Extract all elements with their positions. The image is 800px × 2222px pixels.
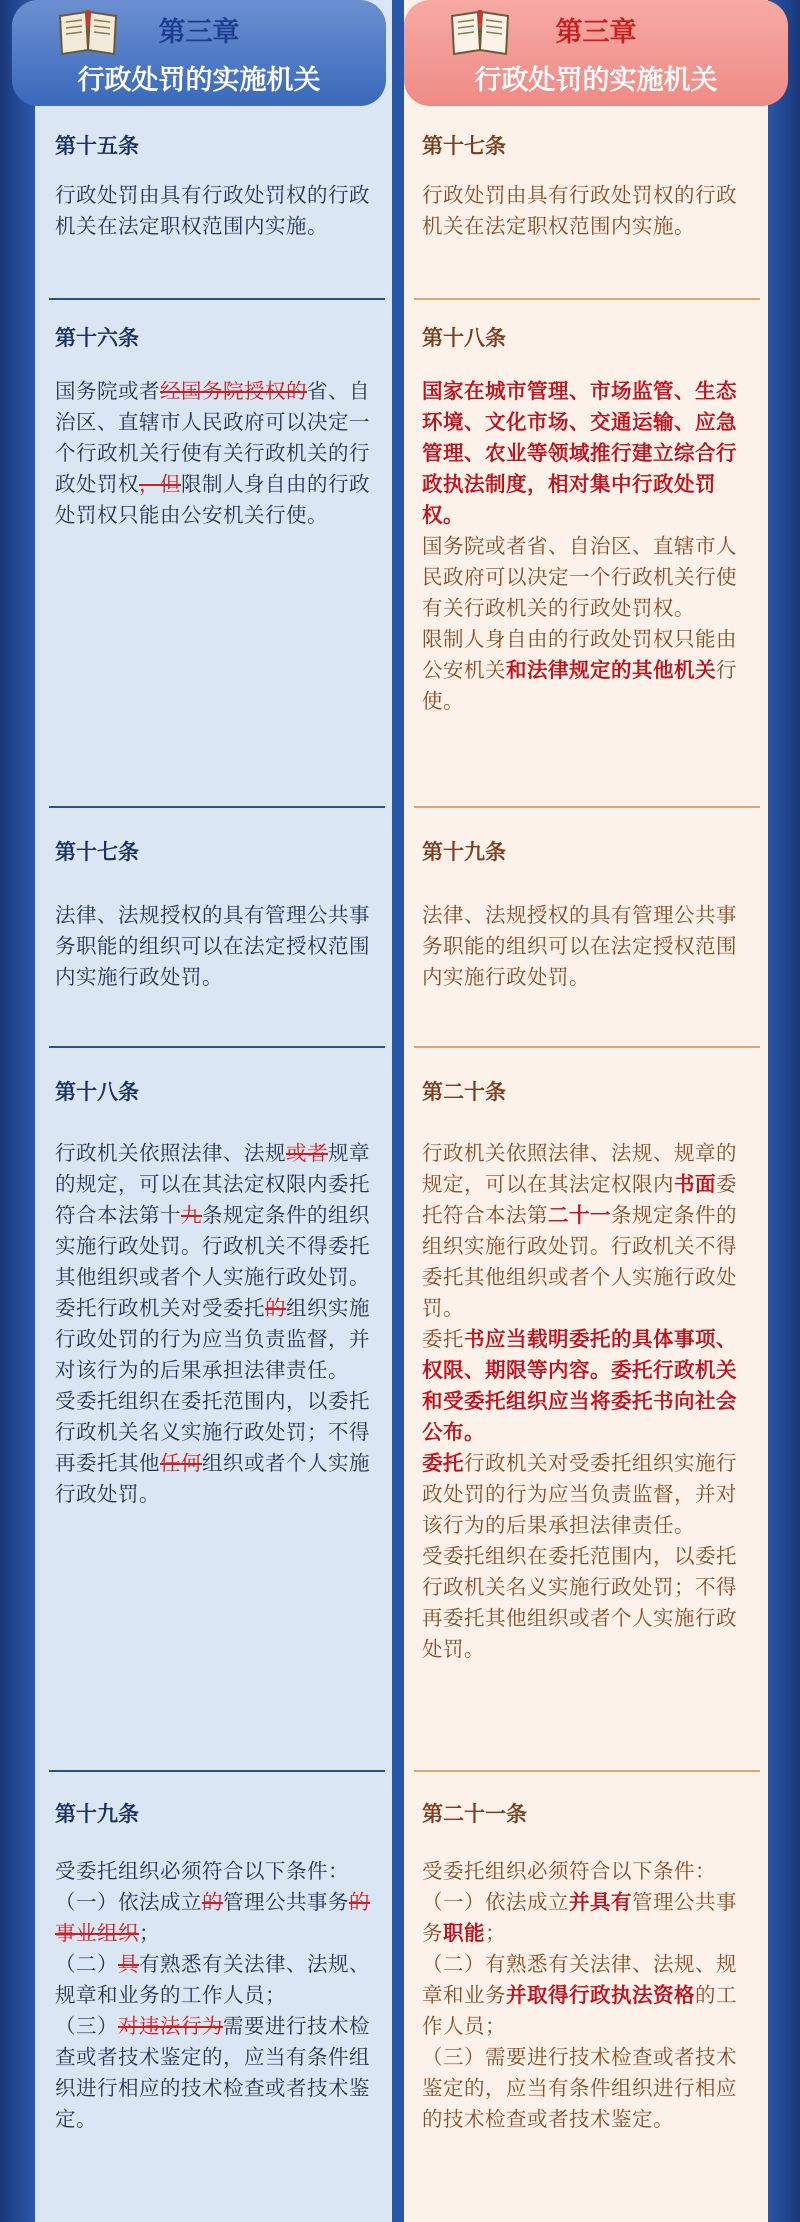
text-run: （一）依法成立 bbox=[55, 1890, 202, 1914]
old-article-15 bbox=[55, 132, 385, 242]
article-number: 第十七条 bbox=[422, 134, 506, 158]
paragraph bbox=[55, 376, 385, 531]
text-run: 需要进行技术检查或者技术鉴定的，应当有条件组织进行相应的技术检查或者技术鉴定。 bbox=[55, 2014, 370, 2131]
chapter-number: 第三章 bbox=[555, 17, 637, 48]
paragraph bbox=[422, 1856, 757, 1887]
text-run: （三）需要进行技术检查或者技术鉴定的，应当有条件组织进行相应的技术检查或者技术鉴定。 bbox=[422, 2045, 737, 2131]
article-number: 第十九条 bbox=[422, 840, 506, 864]
paragraph bbox=[55, 1887, 385, 1949]
text-run: 委托符合本法第 bbox=[422, 1172, 737, 1227]
text-run: 组织或者个人实施行政处罚。 bbox=[55, 1451, 370, 1506]
paragraph bbox=[422, 2042, 757, 2135]
divider bbox=[49, 1046, 385, 1048]
new-article-21 bbox=[422, 1800, 757, 2135]
text-run: 组织实施行政处罚的行为应当负责监督，并对该行为的后果承担法律责任。 bbox=[55, 1296, 370, 1382]
new-article-19 bbox=[422, 838, 757, 993]
divider bbox=[414, 1046, 760, 1048]
paragraph bbox=[422, 1138, 757, 1324]
text-run: 管理公共事务 bbox=[422, 1890, 737, 1945]
added-text: 书面 bbox=[674, 1172, 716, 1196]
text-run: 行政机关依照法律、法规 bbox=[55, 1141, 286, 1165]
article-number: 第二十一条 bbox=[422, 1802, 527, 1826]
paragraph bbox=[422, 900, 757, 993]
text-run: 受委托组织必须符合以下条件： bbox=[422, 1859, 716, 1883]
text-run: 条规定条件的组织实施行政处罚。行政机关不得委托其他组织或者个人实施行政处罚。 bbox=[422, 1203, 737, 1320]
article-number: 第十八条 bbox=[422, 326, 506, 350]
added-text: 职能 bbox=[443, 1921, 485, 1945]
deleted-text: 的 bbox=[202, 1890, 223, 1914]
chapter-header-new bbox=[404, 0, 788, 106]
old-article-18 bbox=[55, 1078, 385, 1510]
divider bbox=[414, 1770, 760, 1772]
added-text: 书应当载明委托的具体事项、权限、期限等内容。委托行政机关和受委托组织应当将委托书向社会公布。 bbox=[422, 1327, 737, 1444]
chapter-number: 第三章 bbox=[158, 17, 240, 48]
old-article-16 bbox=[55, 324, 385, 531]
paragraph bbox=[55, 1949, 385, 2011]
deleted-text: 具 bbox=[118, 1952, 139, 1976]
text-run: 国务院或者 bbox=[55, 379, 160, 403]
divider bbox=[49, 1770, 385, 1772]
paragraph bbox=[55, 1293, 385, 1386]
text-run: 委托 bbox=[422, 1327, 464, 1351]
article-body bbox=[422, 900, 757, 993]
paragraph bbox=[55, 1138, 385, 1293]
article-number: 第十七条 bbox=[55, 840, 139, 864]
deleted-text: 或者 bbox=[286, 1141, 328, 1165]
article-body bbox=[422, 1138, 757, 1665]
text-run: 受委托组织必须符合以下条件： bbox=[55, 1859, 349, 1883]
paragraph bbox=[55, 1856, 385, 1887]
paragraph bbox=[422, 180, 757, 242]
text-run: 行政机关对受委托组织实施行政处罚的行为应当负责监督，并对该行为的后果承担法律责任。 bbox=[422, 1451, 737, 1537]
paragraph bbox=[422, 1448, 757, 1541]
paragraph bbox=[422, 531, 757, 624]
new-article-18 bbox=[422, 324, 757, 717]
added-text: 国家在城市管理、市场监管、生态环境、文化市场、交通运输、应急管理、农业等领域推行建立综合行政执法制度，相对集中行政处罚权。 bbox=[422, 379, 737, 527]
text-run: 受委托组织在委托范围内，以委托行政机关名义实施行政处罚；不得再委托其他 bbox=[55, 1389, 370, 1475]
deleted-text: 任何 bbox=[160, 1451, 202, 1475]
paragraph bbox=[55, 2011, 385, 2135]
added-text: 并具有 bbox=[569, 1890, 632, 1914]
text-run: 行政处罚由具有行政处罚权的行政机关在法定职权范围内实施。 bbox=[422, 183, 737, 238]
article-number: 第十八条 bbox=[55, 1080, 139, 1104]
text-run: ； bbox=[485, 1921, 506, 1945]
new-law-column bbox=[404, 0, 768, 2222]
deleted-text: 的事业组织 bbox=[55, 1890, 370, 1945]
paragraph bbox=[422, 376, 757, 531]
new-article-17 bbox=[422, 132, 757, 242]
text-run: 行使。 bbox=[422, 658, 737, 713]
text-run: 有熟悉有关法律、法规、规章和业务的工作人员； bbox=[55, 1952, 370, 2007]
text-run: 限制人身自由的行政处罚权只能由公安机关行使。 bbox=[55, 472, 370, 527]
article-number: 第十五条 bbox=[55, 134, 139, 158]
old-article-17 bbox=[55, 838, 385, 993]
text-run: （三） bbox=[55, 2014, 118, 2038]
article-number: 第二十条 bbox=[422, 1080, 506, 1104]
paragraph bbox=[55, 180, 385, 242]
divider bbox=[49, 806, 385, 808]
text-run: 条规定条件的组织实施行政处罚。行政机关不得委托其他组织或者个人实施行政处罚。 bbox=[55, 1203, 370, 1289]
article-number: 第十六条 bbox=[55, 326, 139, 350]
deleted-text: ，但 bbox=[139, 472, 181, 496]
text-run: 法律、法规授权的具有管理公共事务职能的组织可以在法定授权范围内实施行政处罚。 bbox=[422, 903, 737, 989]
article-body bbox=[55, 1138, 385, 1510]
paragraph bbox=[55, 900, 385, 993]
deleted-text: 经国务院授权的 bbox=[160, 379, 307, 403]
paragraph bbox=[422, 1949, 757, 2042]
text-run: 行政机关依照法律、法规、规章的规定，可以在其法定权限内 bbox=[422, 1141, 737, 1196]
deleted-text: 的 bbox=[265, 1296, 286, 1320]
text-run: 委托行政机关对受委托 bbox=[55, 1296, 265, 1320]
text-run: 法律、法规授权的具有管理公共事务职能的组织可以在法定授权范围内实施行政处罚。 bbox=[55, 903, 370, 989]
text-run: （二）有熟悉有关法律、法规、规章和业务 bbox=[422, 1952, 737, 2007]
text-run: 省、自治区、直辖市人民政府可以决定一个行政机关行使有关行政机关的行政处罚权 bbox=[55, 379, 370, 496]
added-text: 二十一 bbox=[548, 1203, 611, 1227]
chapter-title: 行政处罚的实施机关 bbox=[77, 65, 321, 96]
text-run: 受委托组织在委托范围内，以委托行政机关名义实施行政处罚；不得再委托其他组织或者个人实施行政处罚。 bbox=[422, 1544, 737, 1661]
paragraph bbox=[422, 1324, 757, 1448]
text-run: （二） bbox=[55, 1952, 118, 1976]
deleted-text: 九 bbox=[181, 1203, 202, 1227]
paragraph bbox=[422, 624, 757, 717]
article-body bbox=[422, 1856, 757, 2135]
text-run: 行政处罚由具有行政处罚权的行政机关在法定职权范围内实施。 bbox=[55, 183, 370, 238]
divider bbox=[414, 298, 760, 300]
old-law-column bbox=[35, 0, 392, 2222]
text-run: 管理公共事务 bbox=[223, 1890, 349, 1914]
chapter-title: 行政处罚的实施机关 bbox=[474, 65, 718, 96]
added-text: 委托 bbox=[422, 1451, 464, 1475]
article-body bbox=[55, 1856, 385, 2135]
divider bbox=[49, 298, 385, 300]
added-text: 并取得行政执法资格 bbox=[506, 1983, 695, 2007]
text-run: 国务院或者省、自治区、直辖市人民政府可以决定一个行政机关行使有关行政机关的行政处罚权。 bbox=[422, 534, 737, 620]
article-number: 第十九条 bbox=[55, 1802, 139, 1826]
text-run: （一）依法成立 bbox=[422, 1890, 569, 1914]
article-body bbox=[55, 180, 385, 242]
deleted-text: 对违法行为 bbox=[118, 2014, 223, 2038]
text-run: 的工作人员； bbox=[422, 1983, 737, 2038]
chapter-header-old bbox=[12, 0, 386, 106]
paragraph bbox=[422, 1541, 757, 1665]
article-body bbox=[422, 180, 757, 242]
paragraph bbox=[55, 1386, 385, 1510]
text-run: ； bbox=[139, 1921, 160, 1945]
new-article-20 bbox=[422, 1078, 757, 1665]
text-run: 规章的规定，可以在其法定权限内委托符合本法第十 bbox=[55, 1141, 370, 1227]
text-run: 限制人身自由的行政处罚权只能由公安机关 bbox=[422, 627, 737, 682]
divider bbox=[414, 806, 760, 808]
article-body bbox=[55, 376, 385, 531]
article-body bbox=[55, 900, 385, 993]
paragraph bbox=[422, 1887, 757, 1949]
old-article-19 bbox=[55, 1800, 385, 2135]
added-text: 和法律规定的其他机关 bbox=[506, 658, 716, 682]
article-body bbox=[422, 376, 757, 717]
